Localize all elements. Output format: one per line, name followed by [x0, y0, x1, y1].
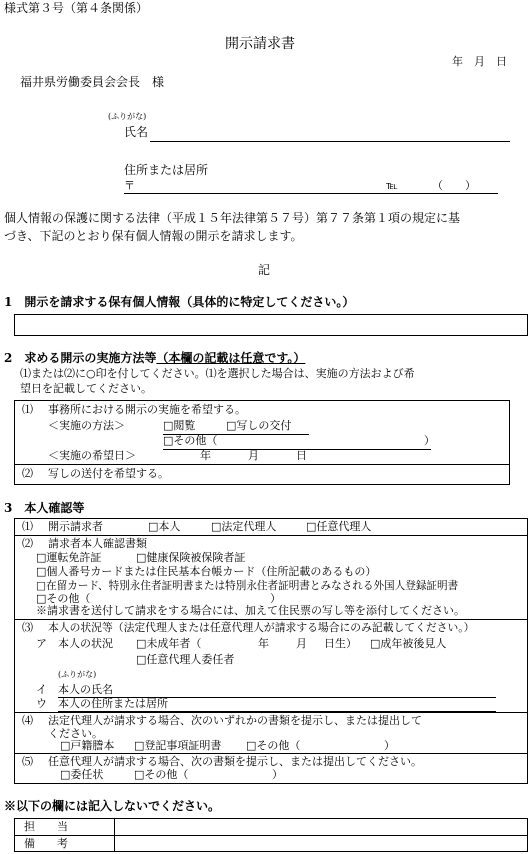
- principal-name-label: イ 本人の氏名: [36, 683, 113, 696]
- section-2-title-note: （本欄の記載は任意です。）: [156, 351, 306, 365]
- method-label: ＜実施の方法＞: [48, 419, 125, 432]
- divider: [14, 535, 528, 536]
- intro-line-2: づき、下記のとおり保有個人情報の開示を請求します。: [4, 229, 303, 243]
- address-field[interactable]: [124, 193, 498, 194]
- insurance-card-checkbox[interactable]: □健康保険被保険者証: [136, 551, 246, 564]
- page-title: 開示請求書: [225, 36, 295, 52]
- ki-heading: 記: [258, 263, 271, 277]
- divider: [14, 753, 528, 754]
- voluntary-docs-other-checkbox[interactable]: □その他（: [134, 768, 189, 781]
- mail-request-note: ※請求書を送付して請求をする場合には、加えて住民票の写し等を添付してください。: [36, 604, 465, 617]
- tanto-label: 担 当: [24, 820, 68, 833]
- month-label: 月: [248, 449, 259, 462]
- name-label: 氏名: [124, 125, 149, 139]
- addressee: 福井県労働委員会会長 様: [20, 75, 165, 89]
- requester-legal-agent-checkbox[interactable]: □法定代理人: [211, 520, 277, 533]
- section-1-title: 1 開示を請求する保有個人情報（具体的に特定してください。）: [4, 295, 355, 309]
- voluntary-agent-docs-line: 任意代理人が請求する場合、次の書類を提示し、または提出してください。: [48, 755, 422, 768]
- method-view-checkbox[interactable]: □閲覧: [163, 419, 196, 432]
- item-2-text: 写しの送付を希望する。: [48, 467, 169, 480]
- postal-mark: 〒: [124, 179, 135, 192]
- license-checkbox[interactable]: □運転免許証: [36, 551, 102, 564]
- item-1-number: ⑴: [22, 403, 33, 416]
- residence-card-checkbox[interactable]: □在留カード、特別永住者証明書または特別永住者証明書とみなされる外国人登録証明書: [36, 580, 459, 592]
- date-label: ＜実施の希望日＞: [48, 449, 136, 462]
- day-label: 日: [296, 449, 307, 462]
- id-other-checkbox[interactable]: □その他（: [36, 592, 91, 605]
- method-other-close: ）: [424, 434, 435, 447]
- row-2-number: ⑵: [22, 537, 33, 550]
- divider: [14, 712, 528, 713]
- section-2-note-2: 望日を記載してください。: [20, 382, 152, 395]
- intro-line-1: 個人情報の保護に関する法律（平成１５年法律第５７号）第７７条第１項の規定に基: [4, 211, 461, 225]
- legal-docs-other-close: ）: [384, 739, 395, 752]
- furigana-label: (ふりがな): [108, 112, 147, 121]
- year-label: 年: [200, 449, 211, 462]
- name-field[interactable]: [150, 141, 510, 142]
- method-other-checkbox[interactable]: □その他（: [163, 434, 218, 447]
- item-2-number: ⑵: [22, 467, 33, 480]
- birth-year-label: 年: [258, 637, 269, 650]
- birth-month-label: 月: [296, 637, 307, 650]
- birth-day-label: 日生）: [324, 637, 357, 650]
- section-2-title-text: 2 求める開示の実施方法等: [4, 351, 157, 365]
- principal-furigana-label: (ふりがな): [58, 670, 97, 679]
- date-line: 年 月 日: [452, 55, 507, 68]
- section-2-note-1: ⑴または⑵に○印を付してください。⑴を選択した場合は、実施の方法および希: [20, 367, 415, 380]
- item-1-text: 事務所における開示の実施を希望する。: [48, 403, 246, 416]
- section-3-title: 3 本人確認等: [4, 501, 85, 515]
- requester-label: 開示請求者: [48, 520, 103, 533]
- principal-address-label: ウ 本人の住所または居所: [36, 697, 168, 710]
- address-label: 住所または居所: [124, 163, 209, 177]
- adult-guardian-checkbox[interactable]: □成年被後見人: [370, 637, 447, 650]
- voluntary-principal-checkbox[interactable]: □任意代理人委任者: [136, 653, 235, 666]
- id-docs-label: 請求者本人確認書類: [48, 537, 147, 550]
- requester-voluntary-agent-checkbox[interactable]: □任意代理人: [306, 520, 372, 533]
- family-register-checkbox[interactable]: □戸籍謄本: [60, 739, 115, 752]
- section-2-title: [4, 352, 305, 366]
- form-number-label: 様式第３号（第４条関係）: [4, 1, 149, 15]
- id-other-close: ）: [270, 592, 281, 605]
- principal-status-label: 本人の状況等（法定代理人または任意代理人が請求する場合にのみ記載してください。）: [48, 621, 475, 634]
- legal-agent-docs-line-2: ください。: [48, 727, 103, 740]
- method-copy-checkbox[interactable]: □写しの交付: [226, 419, 292, 432]
- divider: [14, 835, 528, 836]
- legal-docs-other-checkbox[interactable]: □その他（: [246, 739, 301, 752]
- divider: [14, 619, 528, 620]
- requester-self-checkbox[interactable]: □本人: [148, 520, 181, 533]
- power-of-attorney-checkbox[interactable]: □委任状: [60, 768, 104, 781]
- voluntary-docs-other-close: ）: [272, 768, 283, 781]
- row-4-number: ⑷: [22, 714, 33, 727]
- tel-label: ℡: [386, 179, 398, 192]
- legal-agent-docs-line-1: 法定代理人が請求する場合、次のいずれかの書類を提示し、または提出して: [48, 714, 422, 727]
- date-field[interactable]: [48, 464, 310, 465]
- biko-label: 備 考: [24, 837, 68, 850]
- row-3-number: ⑶: [22, 621, 33, 634]
- minor-checkbox[interactable]: □未成年者（: [136, 637, 202, 650]
- divider: [114, 818, 115, 852]
- row-5-number: ⑸: [22, 755, 33, 768]
- registry-cert-checkbox[interactable]: □登記事項証明書: [134, 739, 222, 752]
- tel-parens: （ ）: [432, 179, 476, 192]
- row-1-number: ⑴: [22, 520, 33, 533]
- requested-info-field[interactable]: [14, 314, 528, 336]
- principal-address-field[interactable]: [58, 711, 496, 712]
- mynumber-card-checkbox[interactable]: □個人番号カードまたは住民基本台帳カード（住所記載のあるもの）: [36, 565, 377, 578]
- office-use-note: ※以下の欄には記入しないでください。: [4, 799, 221, 813]
- principal-status-a: ア 本人の状況: [36, 637, 113, 650]
